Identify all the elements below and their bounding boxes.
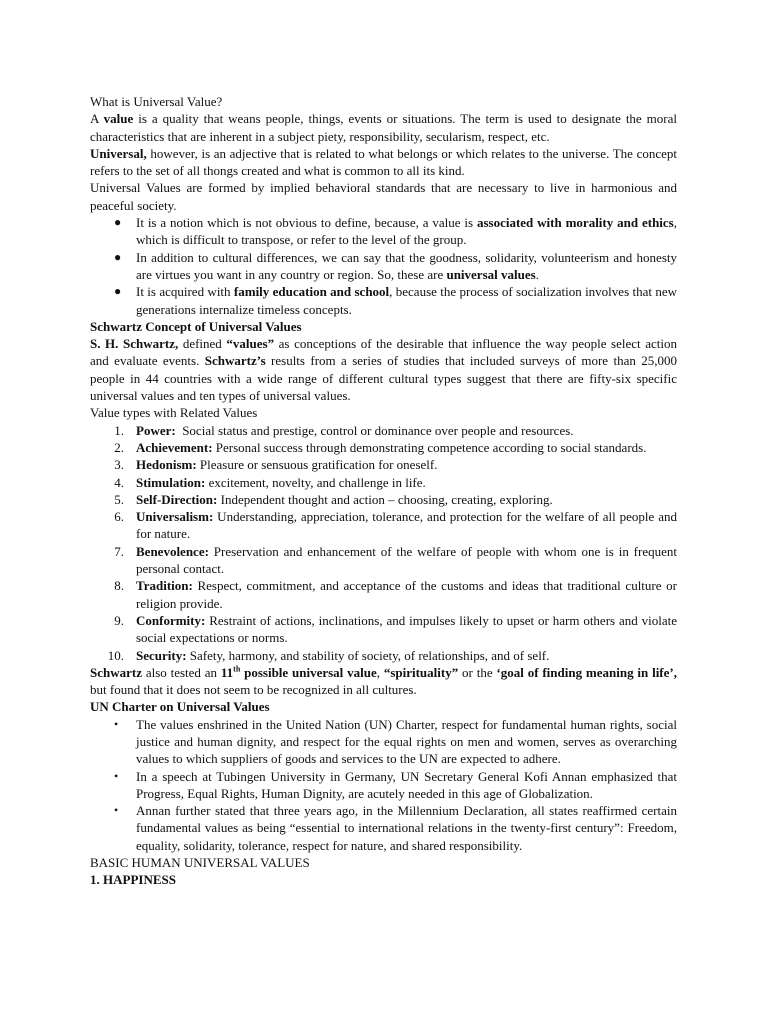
- un-charter-list: [90, 716, 677, 854]
- text-run: , because the process of socialization involves that new generations internalize timeless concepts.: [136, 284, 677, 317]
- document-page: [90, 93, 677, 889]
- text-run: It is acquired with: [136, 284, 234, 300]
- text-run: also tested an: [142, 664, 221, 680]
- bold-run: 11: [220, 664, 234, 680]
- bullet-icon: •: [114, 803, 119, 818]
- list-item: [90, 283, 677, 318]
- text-run: ,: [376, 664, 384, 680]
- list-number: 6.: [114, 509, 124, 525]
- list-number: 8.: [114, 578, 124, 594]
- text-run: as conceptions of the desirable that influence the way people select action and evaluate events.: [90, 336, 677, 369]
- text-run: , which is difficult to transpose, or refer to the level of the group.: [136, 215, 677, 248]
- bold-run: associated with morality and ethics: [476, 215, 674, 231]
- heading-text: UN Charter on Universal Values: [90, 699, 270, 715]
- list-item: [90, 422, 677, 439]
- bold-run: “values”: [226, 336, 275, 352]
- list-number: 3.: [114, 457, 124, 473]
- bullet-icon: •: [114, 716, 119, 731]
- list-item: [90, 249, 677, 284]
- text-run: or the: [458, 664, 497, 680]
- value-type-desc: Pleasure or sensuous gratification for oneself.: [196, 457, 438, 473]
- value-type-name: Universalism:: [136, 509, 214, 525]
- value-characteristics-list: [90, 214, 677, 318]
- list-item: [90, 439, 677, 456]
- text-run: is a quality that weans people, things, events or situations. The term is used to designate the moral characteristics that are inherent in a subject piety, responsibility, secularism, respect, etc.: [90, 111, 677, 144]
- list-item: [90, 543, 677, 578]
- text-run: Annan further stated that three years ago, in the Millennium Declaration, all states reaffirmed certain fundamental values as being “essential to international relations in the twenty-first century”: Freedom, equality, solidarity, tolerance, respect for nature, and shared responsibility.: [136, 803, 677, 853]
- superscript: th: [233, 664, 241, 674]
- text-run: In a speech at Tubingen University in Germany, UN Secretary General Kofi Annan emphasized that Progress, Equal Rights, Human Dignity, are acutely needed in this age of Globalization.: [136, 768, 677, 801]
- question-title: What is Universal Value?: [90, 94, 223, 109]
- basic-values-heading: BASIC HUMAN UNIVERSAL VALUES: [90, 855, 310, 871]
- heading-text: Schwartz Concept of Universal Values: [90, 318, 302, 334]
- happiness-heading: [90, 871, 677, 888]
- text-run: A: [90, 111, 104, 127]
- schwartz-paragraph: [90, 335, 677, 404]
- schwartz-heading: [90, 318, 677, 335]
- value-type-desc: excitement, novelty, and challenge in life.: [205, 474, 426, 490]
- text-run: defined: [178, 336, 227, 352]
- value-type-name: Hedonism:: [136, 457, 197, 473]
- list-item: [90, 577, 677, 612]
- value-definition-paragraph: [90, 110, 677, 145]
- value-type-desc: Preservation and enhancement of the welfare of people with whom one is in frequent personal contact.: [136, 543, 677, 577]
- list-item: [90, 768, 677, 803]
- value-type-desc: Independent thought and action – choosing, creating, exploring.: [217, 491, 553, 507]
- value-type-desc: Understanding, appreciation, tolerance, and protection for the welfare of all people and for nature.: [136, 509, 677, 542]
- list-item: [90, 612, 677, 647]
- value-type-desc: Respect, commitment, and acceptance of the customs and ideas that traditional culture or religion provide.: [136, 578, 677, 611]
- universal-values-paragraph: Universal Values are formed by implied behavioral standards that are necessary to live in harmonious and peaceful society.: [90, 180, 677, 213]
- text-run: .: [535, 266, 539, 282]
- list-item: [90, 491, 677, 508]
- bold-run: S. H. Schwartz,: [90, 336, 179, 352]
- value-type-name: Achievement:: [136, 439, 213, 455]
- value-type-desc: Restraint of actions, inclinations, and impulses likely to upset or harm others and violate social expectations or norms.: [136, 612, 677, 646]
- list-item: [90, 802, 677, 854]
- text-run: results from a series of studies that included surveys of more than 25,000 people in 44 countries with a wide range of different cultural types suggest that there are fifty-six specific universal values and ten types of universal values.: [90, 353, 677, 404]
- value-type-name: Power:: [136, 422, 176, 438]
- value-types-list: [90, 422, 677, 664]
- text-run: In addition to cultural differences, we can say that the goodness, solidarity, volunteerism and honesty are virtues you want in any country or region. So, these are: [136, 249, 677, 282]
- value-type-desc: Safety, harmony, and stability of society, of relationships, and of self.: [186, 647, 550, 663]
- text-run: The values enshrined in the United Nation (UN) Charter, respect for fundamental human rights, social justice and human dignity, and respect for the equal rights on men and women, serves as overarching values to which suppliers of goods and services to the UN are expected to adhere.: [136, 716, 677, 767]
- list-item: [90, 716, 677, 768]
- bold-run: ‘goal of finding meaning in life’,: [496, 664, 677, 680]
- list-number: 4.: [114, 474, 124, 490]
- bullet-icon: •: [114, 768, 119, 783]
- un-charter-heading: [90, 698, 677, 715]
- list-item: [90, 508, 677, 543]
- list-item: [90, 456, 677, 473]
- text-run: however, is an adjective that is related to what belongs or which relates to the universe. The concept refers to the set of all thongs created and what is common to all its kind.: [90, 145, 677, 179]
- heading-text: 1. HAPPINESS: [90, 872, 176, 888]
- value-type-name: Tradition:: [136, 578, 193, 594]
- list-number: 2.: [114, 439, 124, 455]
- bold-term-value: value: [103, 111, 134, 127]
- bold-run: family education and school: [233, 284, 390, 300]
- bold-run: Schwartz: [90, 664, 142, 680]
- value-type-name: Conformity:: [136, 612, 206, 628]
- list-number: 5.: [114, 491, 124, 507]
- bullet-icon: ●: [114, 215, 122, 230]
- list-number: 10.: [107, 647, 124, 663]
- value-type-name: Benevolence:: [136, 543, 209, 559]
- bold-run: “spirituality”: [383, 664, 459, 680]
- bullet-icon: ●: [114, 249, 122, 264]
- list-number: 9.: [114, 612, 124, 628]
- text-run: It is a notion which is not obvious to define, because, a value is: [136, 215, 477, 231]
- spirituality-paragraph: [90, 664, 677, 699]
- list-number: 7.: [114, 543, 124, 559]
- list-number: 1.: [114, 422, 124, 438]
- universal-definition-paragraph: [90, 145, 677, 180]
- list-item: [90, 647, 677, 664]
- value-type-name: Stimulation:: [136, 474, 206, 490]
- value-type-desc: Social status and prestige, control or dominance over people and resources.: [175, 422, 574, 438]
- value-types-label: Value types with Related Values: [90, 405, 258, 421]
- bold-run: Schwartz’s: [204, 353, 266, 369]
- value-type-name: Self-Direction:: [136, 491, 218, 507]
- list-item: [90, 214, 677, 249]
- value-type-name: Security:: [136, 647, 187, 663]
- value-type-desc: Personal success through demonstrating competence according to social standards.: [212, 439, 647, 455]
- list-item: [90, 474, 677, 491]
- text-run: but found that it does not seem to be recognized in all cultures.: [90, 682, 417, 698]
- bullet-icon: ●: [114, 284, 122, 299]
- bold-run: universal values: [446, 266, 536, 282]
- bold-run: possible universal value: [240, 664, 377, 680]
- bold-term-universal: Universal,: [90, 145, 147, 161]
